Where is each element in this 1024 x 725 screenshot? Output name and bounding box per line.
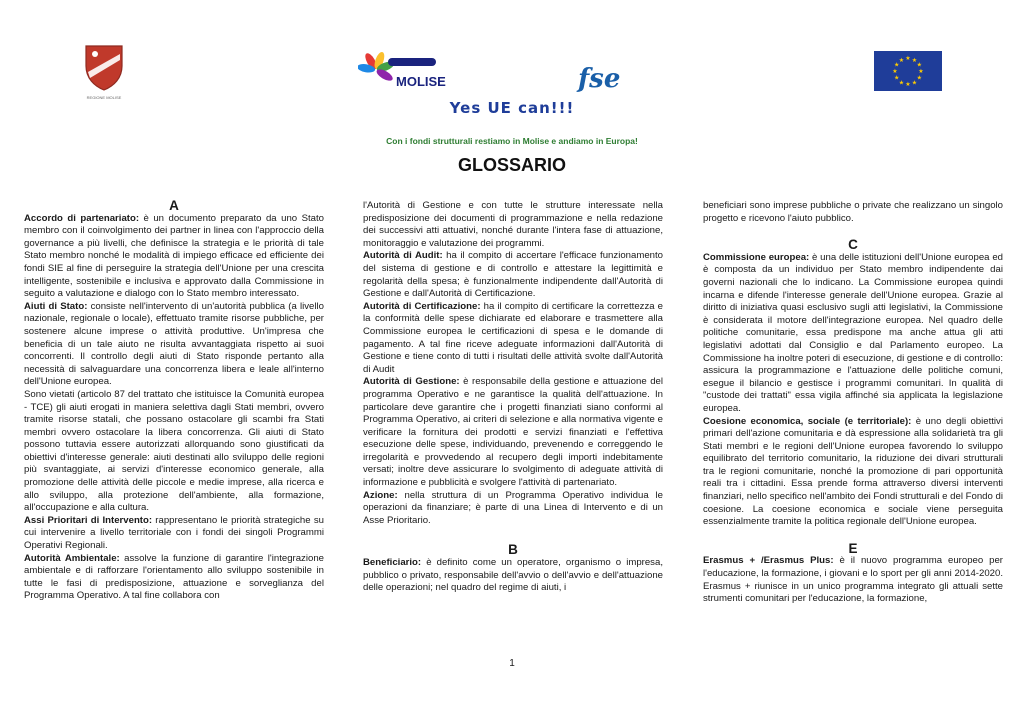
eu-star-icon: ★ (898, 80, 905, 87)
entry-definition: è uno degli obiettivi primari dell'azione comunitaria e dà espressione alla solidarietà tra gli Stati membri e le regioni dell'Unione europea favorendo lo sviluppo equilibrato del territorio comunitario, la riduzione dei divari strutturali tra le regioni comunitarie, nonché la promozione di pari opportunità reali tra i cittadini. Essa prende forma attraverso diversi interventi finanziari, nello specifico nell'ambito dei Fondi strutturali e del Fondo di coesione. La coesione economica e sociale viene perseguita essenzialmente tramite la politica regionale dell'Unione europea. (703, 415, 1003, 528)
entry-definition: nella struttura di un Programma Operativo individua le operazioni da finanziare; è parte di una Linea di Intervento e di un Asse Prioritario. (363, 489, 663, 526)
eu-star-icon: ★ (911, 80, 918, 87)
regione-molise-logo (78, 42, 130, 100)
glossary-column-3 (703, 200, 1003, 606)
slogan: Yes UE can!!! (449, 99, 575, 117)
entry-term: Beneficiario: (363, 557, 422, 569)
entry-autorita-audit (363, 250, 663, 300)
fse-logo (578, 64, 650, 94)
entry-term: Commissione europea: (703, 251, 810, 263)
entry-term: Autorità Ambientale: (24, 552, 120, 564)
fse-logo-text: fse (578, 64, 621, 94)
entry-term: Autorità di Gestione: (363, 376, 460, 388)
molise-logo (358, 50, 446, 94)
entry-definition: ha il compito di certificare la correttezza e la conformità delle spese dichiarate ed elaborare e trasmettere alla Commissione europea le certificazioni di spesa e le domande di pagamento. A tal fine riceve adeguate informazioni dall'Autorità di Gestione e tiene conto di tutti i risultati delle attività svolte dall'Autorità di Audit (363, 300, 663, 375)
eu-star-icon: ★ (916, 62, 922, 69)
entry-definition: è una delle istituzioni dell'Unione europea ed è composta da un individuo per Stato membro indipendente dai governi nazionali che lo indicano. La Commissione europea quindi incarna e difende l'interesse generale dell'Unione europea. Grazie al diritto di iniziativa quasi esclusivo sugli atti legislativi, la Commissione è considerata il motore dell'integrazione europea. Nel quadro delle politiche comunitarie, essa predispone ma anche attua gli atti legislativi adottati dal Consiglio e dal Parlamento europeo. La Commissione ha inoltre poteri di esecuzione, di gestione e di controllo: assicura la programmazione e l'attuazione delle politiche comuni, esegue il bilancio e gestisce i programmi comunitari. In qualità di "custode dei trattati" essa vigila affinché sia applicata la legislazione europea. (703, 251, 1003, 414)
entry-continuation: beneficiari sono imprese pubbliche o private che realizzano un singolo progetto e ricevono l'aiuto pubblico. (703, 200, 1003, 224)
entry-term: Assi Prioritari di Intervento: (24, 514, 153, 526)
entry-term: Aiuti di Stato: (24, 300, 88, 312)
section-letter-c: C (848, 237, 858, 253)
entry-beneficiario (363, 557, 663, 595)
entry-term: Accordo di partenariato: (24, 212, 140, 224)
entry-definition: assolve la funzione di garantire l'integrazione ambientale e di rafforzare l'orientamento allo sviluppo sostenibile in tutte le fasi di predisposizione, attuazione e sorveglianza del Programma Operativo. A tal fine collabora con (24, 552, 324, 602)
entry-coesione (703, 416, 1003, 529)
page-number: 1 (509, 658, 515, 669)
molise-logo-text: MOLISE (396, 74, 446, 89)
section-letter-a: A (169, 198, 179, 213)
entry-autorita-gestione (363, 376, 663, 489)
eu-star-icon: ★ (892, 69, 898, 76)
regione-shield-icon (78, 42, 130, 94)
eu-star-icon: ★ (911, 57, 918, 64)
page-title: GLOSSARIO (457, 155, 566, 175)
entry-definition: è il nuovo programma europeo per l'educazione, la formazione, i giovani e lo sport per gli anni 2014-2020. Erasmus + riunisce in un unico programma integrato gli attuali sette strumenti comunitari per l'educazione, la formazione, (703, 555, 1004, 605)
entry-definition: ha il compito di accertare l'efficace funzionamento del sistema di gestione e di controllo e attestare la legittimità e regolarità della spesa; è funzionalmente indipendente dall'Autorità di Gestione e dall'Autorità di Certificazione. (363, 250, 663, 300)
entry-term: Erasmus + /Erasmus Plus: (703, 555, 834, 567)
eu-star-icon: ★ (916, 75, 922, 82)
entry-commissione-europea (703, 252, 1003, 416)
entry-definition: è responsabile della gestione e attuazione del programma Operativo e ne garantisce la qualità dell'attuazione. In particolare deve garantire che i progetti finanziati siano conformi al Programma Operativo, ai criteri di selezione e alla normativa vigente e verificare la fornitura dei prodotti e servizi finanziati e l'effettiva esecuzione delle spese, individuando, prevenendo e correggendo le irregolarità e provvedendo al recupero degli importi indebitamente versati; inoltre deve assicurare lo svolgimento di adeguate attività di informazione e pubblicità e svolgere l'attività di partenariato. (363, 376, 663, 489)
eu-star-icon: ★ (898, 57, 905, 64)
entry-term: Coesione economica, sociale (e territoriale): (703, 415, 912, 427)
eu-star-icon: ★ (918, 69, 924, 76)
entry-autorita-ambientale (24, 553, 324, 603)
glossary-column-2 (363, 200, 663, 595)
entry-definition: è definito come un operatore, organismo o impresa, pubblico o privato, responsabile dell'avvio o dell'avvio e dell'attuazione delle operazioni; nel quadro del regime di aiuti, i (363, 557, 663, 594)
eu-star-icon: ★ (905, 82, 911, 89)
eu-star-icon: ★ (894, 75, 900, 82)
entry-autorita-certificazione (363, 301, 663, 377)
entry-term: Autorità di Audit: (363, 250, 443, 262)
entry-aiuti-di-stato-continued: Sono vietati (articolo 87 del trattato che istituisce la Comunità europea - TCE) gli aiuti erogati in maniera selettiva dagli Stati membri, ovvero tramite risorse statali, che possano ostacolare gli scambi fra Stati membri ovvero ostacolare la libera concorrenza. Gli aiuti di Stato possono tuttavia essere autorizzati allorquando sono giustificati da obiettivi d'interesse generale: aiuti destinati allo sviluppo delle regioni più svantaggiate, ai servizi d'interesse economico generale, alla promozione delle attività delle piccole e medie imprese, alla ricerca e allo sviluppo, alla protezione dell'ambiente, alla formazione, all'occupazione e alla cultura. (24, 388, 324, 514)
eu-star-icon: ★ (894, 62, 900, 69)
entry-accordo-partenariato (24, 213, 324, 301)
entry-definition: rappresentano le priorità strategiche su cui intervenire a livello territoriale con i fondi dei singoli Programmi Operativi Regionali. (24, 514, 324, 552)
section-letter-e: E (848, 540, 858, 556)
entry-definition: è un documento preparato da uno Stato membro con il coinvolgimento dei partner in linea con l'approccio della governance a più livelli, che definisce la strategia e le priorità di tale Stato membro nonché le modalità di impiego efficace ed efficiente dei fondi SIE al fine di perseguire la strategia dell'Unione per una crescita intelligente, sostenibile e inclusiva e approvato dalla Commissione in seguito a valutazione e dialogo con lo Stato membro interessato. (24, 212, 325, 300)
glossary-column-1 (24, 200, 324, 603)
entry-azione (363, 490, 663, 528)
entry-aiuti-di-stato (24, 301, 324, 389)
entry-erasmus-plus (703, 555, 1003, 605)
entry-term: Azione: (363, 489, 398, 501)
entry-continuation: l'Autorità di Gestione e con tutte le strutture interessate nella predisposizione dei documenti di programmazione e nella redazione dei successivi atti attuativi, nonché durante l'intera fase di attuazione, monitoraggio e valutazione dei programmi. (363, 200, 663, 249)
tagline: Con i fondi strutturali restiamo in Molise e andiamo in Europa! (386, 136, 638, 146)
entry-term: Autorità di Certificazione: (363, 300, 481, 312)
entry-definition: consiste nell'intervento di un'autorità pubblica (a livello nazionale, regionale o locale), effettuato tramite risorse pubbliche, per sostenere alcune imprese o attività produttive. Un'impresa che beneficia di un tale aiuto ne risulta avvantaggiata rispetto ai suoi concorrenti. Il controllo degli aiuti di Stato risponde pertanto alla necessità di salvaguardare una concorrenza libera e leale all'interno dell'Unione europea. (24, 300, 324, 388)
eu-star-icon: ★ (905, 56, 911, 63)
eu-flag-logo (874, 51, 942, 91)
entry-assi-prioritari (24, 515, 324, 553)
section-letter-b: B (508, 542, 518, 558)
eu-flag-icon (874, 51, 942, 91)
regione-label: REGIONE MOLISE (86, 95, 122, 100)
